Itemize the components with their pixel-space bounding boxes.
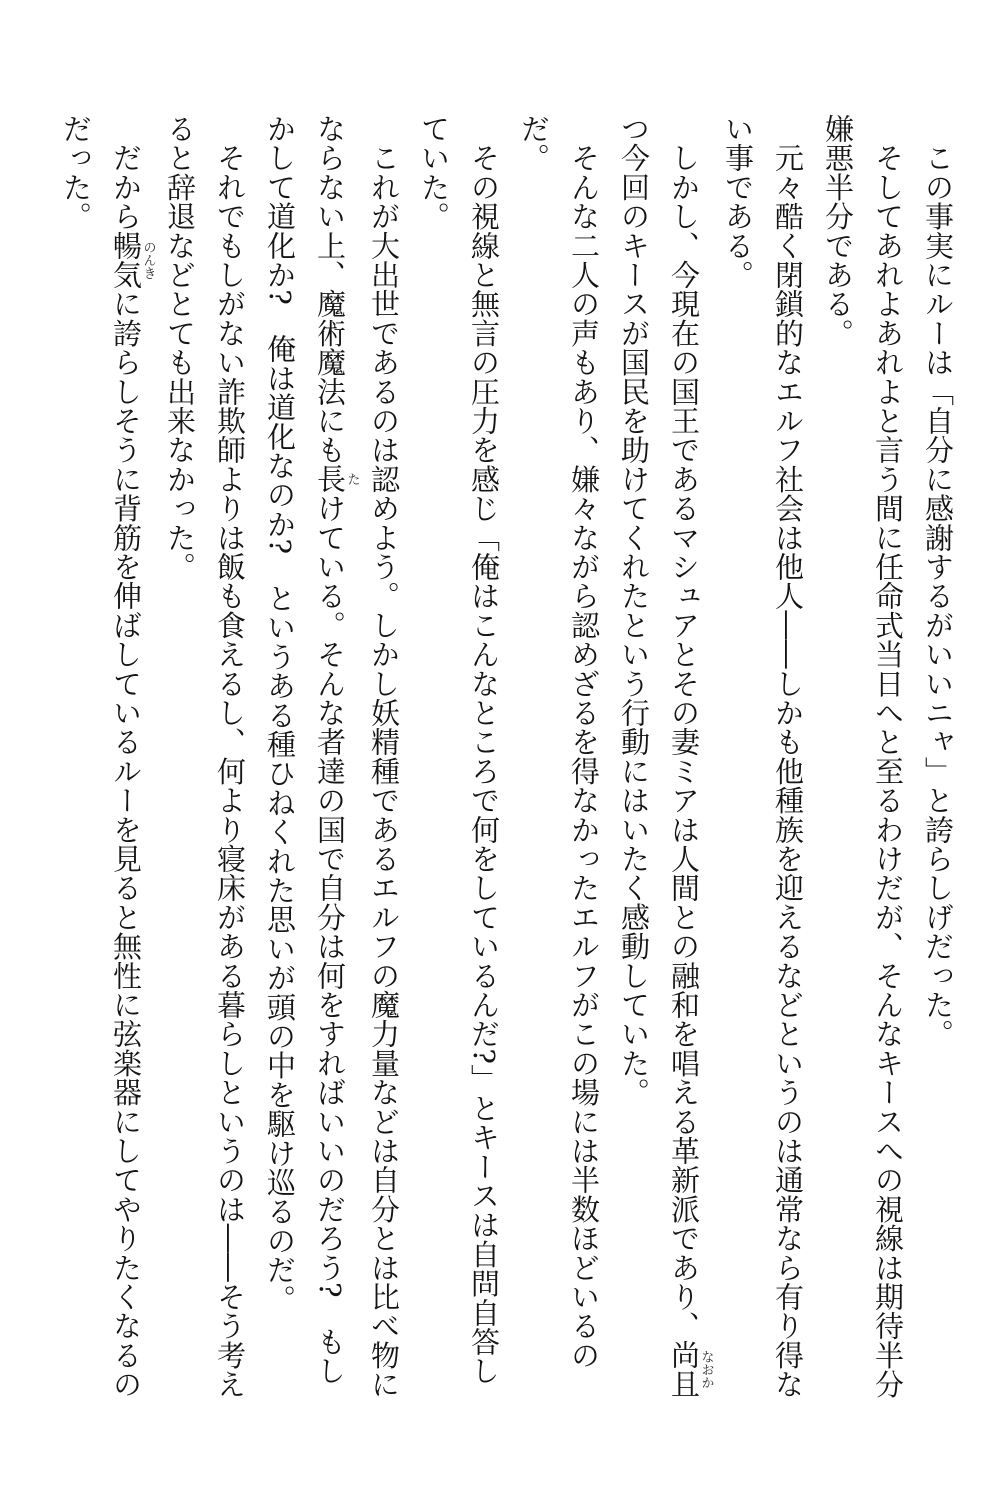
- text-segment: だから: [109, 114, 143, 231]
- text-column-3: [813, 114, 863, 1414]
- text-column-6: [659, 114, 713, 1414]
- text-segment: かして道化か? 俺は道化なのか? というある種ひねくれた思いが頭の中を駆け巡るのだ。: [263, 114, 297, 1314]
- vertical-text-block: [51, 114, 963, 1414]
- text-column-8: [559, 114, 609, 1414]
- furigana-annotated-word: 長た: [313, 464, 360, 494]
- text-column-16: [155, 114, 205, 1414]
- text-column-5: [713, 114, 763, 1414]
- text-column-11: [409, 114, 459, 1414]
- furigana-annotated-word: 尚且なおか: [667, 1340, 714, 1399]
- text-segment: この事実にルーは「自分に感謝するがいいニャ」と誇らしげだった。: [921, 114, 955, 1049]
- text-segment: ると辞退などとても出来なかった。: [163, 114, 197, 582]
- text-column-10: [459, 114, 509, 1414]
- text-column-7: [609, 114, 659, 1414]
- text-segment: しかし、今現在の国王であるマシュアとその妻ミアは人間との融和を唱える革新派であり、: [667, 114, 701, 1341]
- text-segment: に誇らしそうに背筋を伸ばしているルーを見ると無性に弦楽器にしてやりたくなるの: [109, 289, 143, 1399]
- text-segment: その視線と無言の圧力を感じ「俺はこんなところで何をしているんだ?」とキースは自問自答し: [467, 114, 501, 1386]
- text-column-12: [359, 114, 409, 1414]
- text-column-4: [763, 114, 813, 1414]
- text-segment: ならない上、魔術魔法にも: [313, 114, 347, 465]
- text-column-15: [205, 114, 255, 1414]
- text-column-9: [509, 114, 559, 1414]
- text-segment: そんな二人の声もあり、嫌々ながら認めざるを得なかったエルフがこの場には半数ほどいるの: [567, 114, 601, 1370]
- text-column-17: [101, 114, 155, 1414]
- text-segment: だった。: [59, 114, 93, 231]
- text-column-13: [305, 114, 359, 1414]
- text-segment: ていた。: [417, 114, 451, 231]
- furigana-reading: のんき: [140, 230, 156, 290]
- text-segment: これが大出世であるのは認めよう。しかし妖精種であるエルフの魔力量などは自分とは比べ物に: [367, 114, 401, 1399]
- text-segment: それでもしがない詐欺師よりは飯も食えるし、何より寝床がある暮らしというのは――そう考え: [213, 114, 247, 1399]
- text-column-2: [863, 114, 913, 1414]
- text-column-1: [913, 114, 963, 1414]
- text-segment: 嫌悪半分である。: [821, 114, 855, 348]
- text-segment: 元々酷く閉鎖的なエルフ社会は他人――しかも他種族を迎えるなどというのは通常なら有り得な: [771, 114, 805, 1399]
- furigana-reading: た: [344, 464, 360, 494]
- text-column-18: [51, 114, 101, 1414]
- text-segment: だ。: [517, 114, 551, 173]
- text-segment: つ今回のキースが国民を助けてくれたという行動にはいたく感動していた。: [617, 114, 651, 1107]
- text-segment: そしてあれよあれよと言う間に任命式当日へと至るわけだが、そんなキースへの視線は期待半分: [871, 114, 905, 1399]
- text-segment: けている。そんな者達の国で自分は何をすればいいのだろう? もし: [313, 493, 347, 1386]
- furigana-reading: なおか: [698, 1340, 714, 1399]
- text-segment: い事である。: [721, 114, 755, 290]
- furigana-annotated-word: 暢気のんき: [109, 230, 156, 290]
- text-column-14: [255, 114, 305, 1414]
